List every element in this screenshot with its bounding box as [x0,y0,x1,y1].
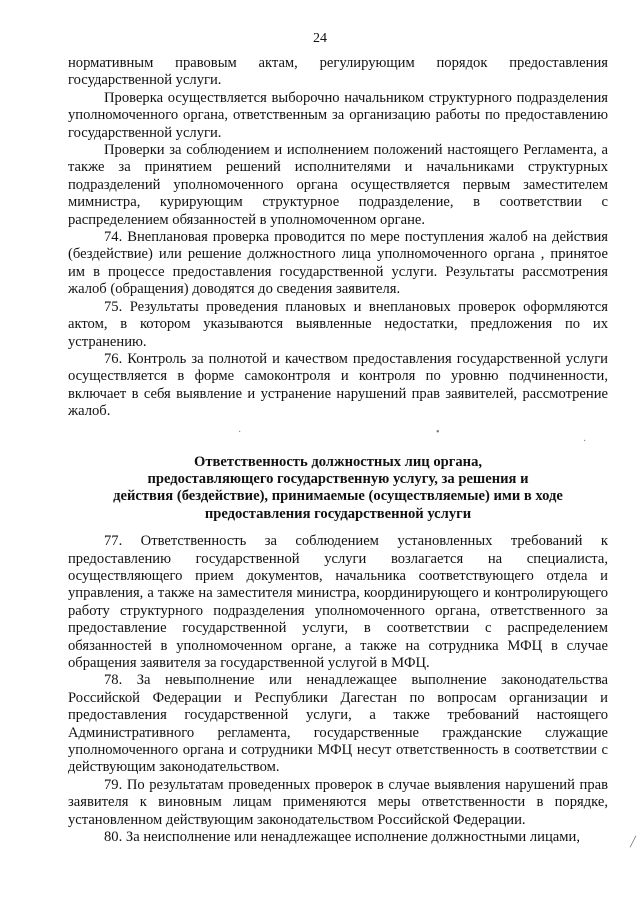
paragraph: 79. По результатам проведенных проверок в случае выявления нарушений прав заявителя к виновным лицам применяются меры ответственности в порядке, установленном действующим законодательством Российской Федерации. [68,776,608,828]
paragraph: 78. За невыполнение или ненадлежащее выполнение законодательства Российской Федерации и Республики Дагестан по вопросам организации и предоставления государственной услуги, а также требований настоящего Административного регламента, государственные гражданские служащие уполномоченного органа и сотрудники МФЦ несут ответственность в соответствии с действующим законодательством. [68,672,608,776]
scan-speck: ╱ [630,837,637,848]
paragraph: 77. Ответственность за соблюдением установленных требований к предоставлению государственной услуги возлагается на специалиста, осуществляющего прием документов, начальника соответствующего отдела и управления, а также на заместителя министра, координирующего и контролирующего работу структурного подразделения уполномоченного органа, ответственного за предоставление государственной услуги, в соответствии с распределением обязанностей в уполномоченном органе, а также на сотрудника МФЦ в случае обращения заявителя за государственной услугой в МФЦ. [68,533,608,671]
document-body [68,55,608,846]
section-heading-line: предоставляющего государственную услугу, за решения и [147,470,529,487]
section-heading-line: Ответственность должностных лиц органа, [193,453,483,470]
paragraph: нормативным правовым актам, регулирующим порядок предоставления государственной услуги. [68,55,608,89]
page-number: 24 [313,31,327,46]
scan-speck: · [238,427,242,438]
scan-speck: • [436,427,440,438]
bottom-paragraphs [68,533,608,846]
section-heading-line: действия (бездействие), принимаемые (осуществляемые) ими в ходе [113,488,563,505]
paragraph: 80. За неисполнение или ненадлежащее исполнение должностными лицами, [104,829,580,846]
top-paragraphs [68,55,608,421]
paragraph: Проверки за соблюдением и исполнением положений настоящего Регламента, а также за принятием решений исполнителями и начальниками структурных подразделений уполномоченного органа осуществляется первым заместителем мимнистра, курирующим структурное подразделение, в соответствии с распределением обязанностей в уполномоченном органе. [68,142,608,228]
paragraph: 76. Контроль за полнотой и качеством предоставления государственной услуги осуществляется в форме самоконтроля и контроля по уровню подчиненности, включает в себя выявление и устранение нарушений прав заявителей, рассмотрение жалоб. [68,350,608,420]
scan-speck: · [583,436,587,447]
paragraph: 74. Внеплановая проверка проводится по мере поступления жалоб на действия (бездействие) или решение должностного лица уполномоченного органа , принятое им в процессе предоставления государственной услуги. Результаты рассмотрения жалоб (обращения) доводятся до сведения заявителя. [68,229,608,298]
paragraph: Проверка осуществляется выборочно начальником структурного подразделения уполномоченного органа, ответственным за организацию работы по предоставлению государственной услуги. [68,89,608,141]
section-heading-line: предоставления государственной услуги [204,505,472,522]
section-heading [68,454,608,524]
paragraph: 75. Результаты проведения плановых и внеплановых проверок оформляются актом, в котором указываются выявленные недостатки, предложения по их устранению. [68,298,608,350]
